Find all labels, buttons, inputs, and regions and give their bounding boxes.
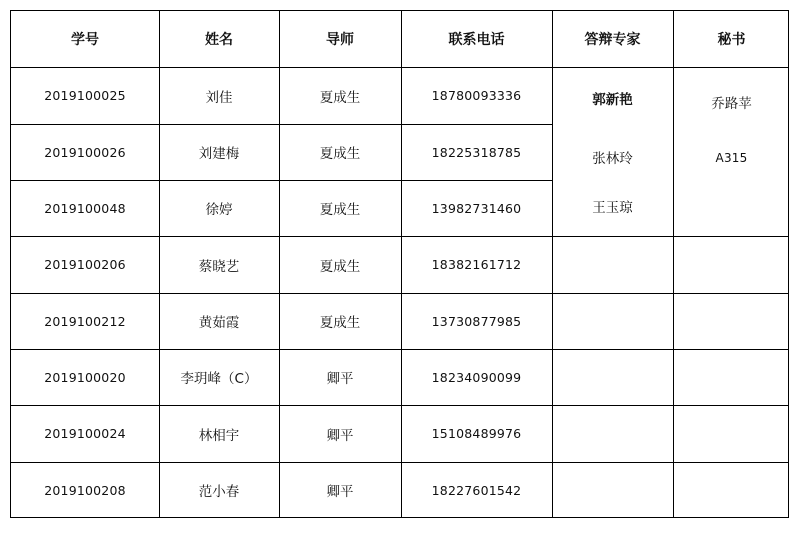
defense-schedule-table	[10, 10, 789, 518]
student-id-cell: 2019100208	[44, 482, 126, 498]
expert-name: 王玉琼	[592, 200, 633, 216]
student-name-cell: 范小春	[198, 484, 240, 500]
student-id-cell: 2019100025	[44, 88, 126, 103]
student-id-cell: 2019100212	[44, 313, 126, 329]
student-id-cell: 2019100026	[44, 144, 126, 160]
student-name-cell: 徐婷	[205, 202, 233, 218]
advisor-cell: 夏成生	[319, 258, 361, 275]
header-advisor: 导师	[326, 32, 354, 48]
advisor-cell: 卿平	[326, 371, 354, 387]
phone-cell: 13982731460	[431, 200, 522, 216]
phone-cell: 18225318785	[431, 144, 522, 160]
secretary-name: 乔路苹	[711, 96, 752, 112]
header-secretary: 秘书	[717, 32, 746, 48]
phone-cell: 18234090099	[431, 369, 522, 385]
student-name-cell: 刘建梅	[198, 146, 240, 162]
column-divider	[673, 11, 674, 517]
phone-cell: 18382161712	[431, 257, 522, 272]
phone-cell: 18780093336	[431, 88, 522, 103]
student-id-cell: 2019100206	[44, 257, 126, 272]
student-id-cell: 2019100048	[44, 200, 126, 216]
secretary-room: A315	[715, 151, 748, 165]
student-name-cell: 李玥峰（C）	[180, 371, 258, 387]
student-name-cell: 蔡晓艺	[198, 258, 240, 275]
advisor-cell: 夏成生	[319, 315, 361, 331]
expert-name: 郭新艳	[592, 92, 633, 108]
advisor-cell: 卿平	[326, 484, 354, 500]
student-name-cell: 林相宇	[198, 427, 240, 444]
student-id-cell: 2019100024	[44, 426, 126, 441]
header-student-id: 学号	[71, 32, 99, 48]
student-id-cell: 2019100020	[44, 369, 126, 385]
phone-cell: 15108489976	[431, 426, 522, 441]
advisor-cell: 卿平	[326, 427, 354, 444]
student-name-cell: 黄茹霞	[198, 315, 240, 331]
header-phone: 联系电话	[448, 32, 505, 48]
advisor-cell: 夏成生	[319, 146, 361, 162]
phone-cell: 18227601542	[431, 482, 522, 498]
expert-name: 张林玲	[592, 151, 633, 167]
phone-cell: 13730877985	[431, 313, 522, 329]
advisor-cell: 夏成生	[319, 89, 361, 106]
header-experts: 答辩专家	[584, 32, 641, 48]
advisor-cell: 夏成生	[319, 202, 361, 218]
student-name-cell: 刘佳	[205, 89, 233, 106]
header-name: 姓名	[205, 32, 233, 48]
